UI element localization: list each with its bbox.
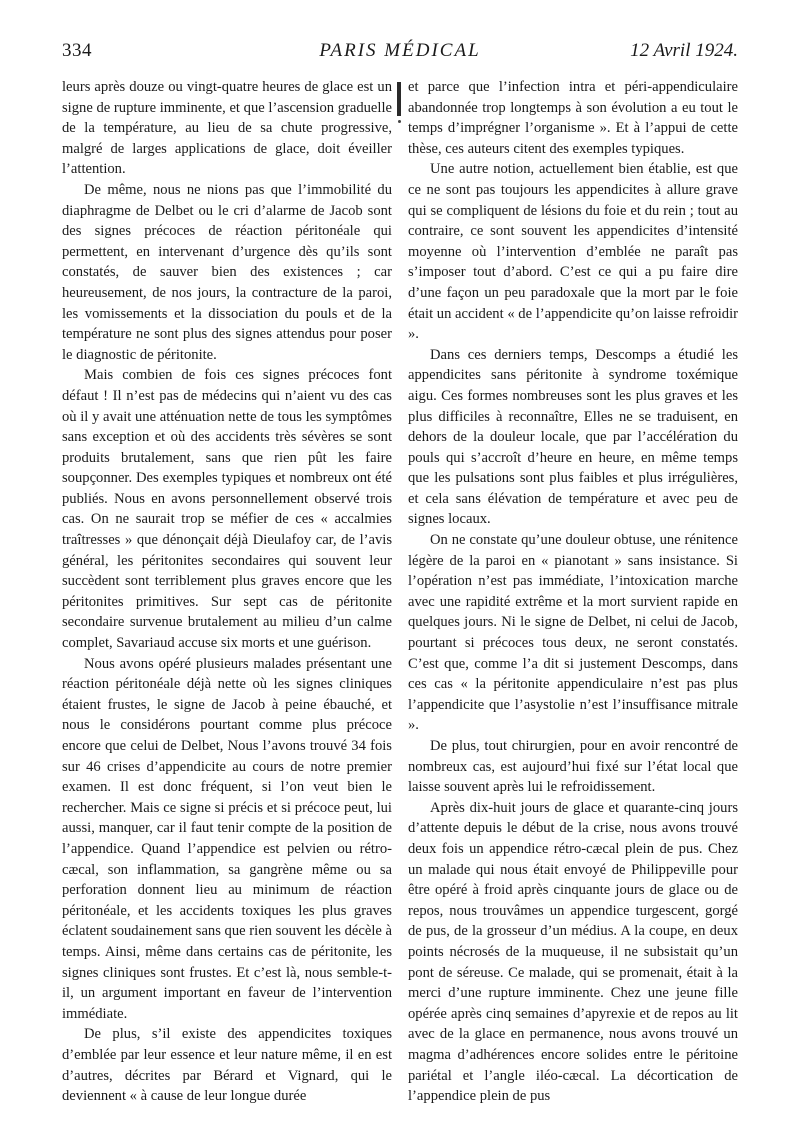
paragraph: Dans ces derniers temps, Descomps a étudié les appendicites sans péritonite à syndrome toxémique aigu. Ces formes nombreuses sont les plus graves et les plus difficiles à reconnaître, Elles ne se traduisent, en dehors de la douleur locale, que par l’accélération du pouls qui s’accroît d’heure en heure, en même temps que les pulsations sont plus faibles et plus irrégulières, et cela sans élévation de température et avec peu de signes locaux.	[408, 346, 738, 528]
paragraph: De plus, s’il existe des appendicites toxiques d’emblée par leur essence et leur nature même, il en est d’autres, décrites par Bérard et Vignard, qui le deviennent « à cause de leur longue durée	[62, 1026, 392, 1105]
gutter-ink-dot	[398, 120, 401, 123]
left-column	[62, 77, 392, 1107]
paragraph: Mais combien de fois ces signes précoces font défaut ! Il n’est pas de médecins qui n’aient vu des cas où il y avait une atténuation nette de tous les symptômes sans exception et où des accidents très sévères se sont produits brutalement, sans que rien pût les faire soupçonner. Des exemples typiques et nombreux ont été publiés. Nous en avons personnellement observé trois cas. On ne saurait trop se méfier de ces « accalmies traîtresses » que dénonçait déjà Dieulafoy car, de l’avis général, les péritonites secondaires qui souvent leur succèdent sont terriblement plus graves encore que les péritonites primitives. Sur sept cas de péritonite secondaire survenue brutalement au milieu d’un calme complet, Savariaud accuse six morts et une guérison.	[62, 367, 392, 652]
issue-date: 12 Avril 1924.	[630, 40, 738, 61]
paragraph: Nous avons opéré plusieurs malades présentant une réaction péritonéale déjà nette où les signes cliniques étaient frustes, le signe de Jacob à peine ébauché, et nous le considérons pourtant comme plus précoce encore que celui de Delbet, Nous l’avons trouvé 34 fois sur 46 crises d’appendicite au cours de notre premier examen. Il est donc fréquent, si l’on veut bien le rechercher. Mais ce signe si précis et si précoce peut, lui aussi, manquer, car il faut tenir compte de la position de l’appendice. Quand l’appendice est pelvien ou rétro-cæcal, son inflammation, sa gangrène même ou sa perforation donnent lieu au minimum de réaction péritonéale, et les accidents toxiques les plus graves éclatent soudainement sans que rien souvent les décèle à temps. Ainsi, même dans certains cas de péritonite, les signes cliniques sont frustes. Et c’est là, nous semble-t-il, un argument important en faveur de l’intervention immédiate.	[62, 655, 392, 1022]
paragraph: Après dix-huit jours de glace et quarante-cinq jours d’attente depuis le début de la crise, nous avons trouvé deux fois un appendice rétro-cæcal plein de pus. Chez un malade qui nous était envoyé de Philippeville pour être opéré à froid après cinquante jours de glace ou de repos, nous trouvâmes un appendice turgescent, gorgé de pus, de la grosseur d’un médius. A la coupe, en deux points nécrosés de la muqueuse, il ne subsistait qu’un pont de séreuse. Ce malade, qui se promenait, était à la merci d’une rupture imminente. Chez une jeune fille opérée après cinq semaines d’apyrexie et de repos au lit avec de la glace en permanence, nous avons trouvé un magma d’adhérences encore solides entre le péritoine pariétal et l’angle iléo-cæcal. La décortication de l’appendice plein de pus	[408, 799, 738, 1105]
gutter-ink-mark	[397, 82, 401, 116]
journal-title: PARIS MÉDICAL	[319, 40, 481, 61]
page-number: 334	[62, 40, 92, 61]
paragraph: On ne constate qu’une douleur obtuse, une rénitence légère de la paroi en « pianotant » sans insistance. Si l’opération n’est pas immédiate, l’intoxication marche avec une rapidité extrême et la mort survient rapide en quelques jours. Ni le signe de Delbet, ni celui de Jacob, pourtant si précoces tous deux, ne seront constatés. C’est que, comme l’a dit si justement Descomps, dans ces cas « la péritonite appendiculaire n’est pas plus l’appendicite que l’asystolie n’est l’insuffisance mitrale ».	[408, 532, 738, 734]
right-column	[408, 77, 738, 1107]
paragraph: et parce que l’infection intra et péri-appendiculaire abandonnée trop longtemps à son évolution a eu tout le temps d’imprégner l’organisme ». Et à l’appui de cette thèse, ces auteurs citent des exemples typiques.	[408, 79, 738, 157]
paragraph: De plus, tout chirurgien, pour en avoir rencontré de nombreux cas, est aujourd’hui fixé sur l’état local que laisse souvent après lui le refroidissement.	[408, 738, 738, 796]
running-header	[62, 40, 738, 68]
paragraph: De même, nous ne nions pas que l’immobilité du diaphragme de Delbet ou le cri d’alarme de Jacob sont des signes précoces de réaction péritonéale qui permettent, en intervenant d’urgence dès qu’ils sont constatés, de sauver bien des existences ; car heureusement, de nos jours, la contracture de la paroi, les vomissements et la dissociation du pouls et de la température ne sont plus des signes attendus pour poser le diagnostic de péritonite.	[62, 181, 392, 363]
paragraph: leurs après douze ou vingt-quatre heures de glace est un signe de rupture imminente, et que l’ascension graduelle de la température, au lieu de sa chute progressive, malgré de larges applications de glace, doit éveiller l’attention.	[62, 79, 392, 178]
paragraph: Une autre notion, actuellement bien établie, est que ce ne sont pas toujours les appendicites à allure grave qui se compliquent de lésions du foie et du rein ; tout au contraire, ce sont souvent les appendicites d’intensité moyenne où l’intervention d’emblée ne paraît pas s’imposer tout d’abord. C’est ce qui a pu faire dire d’une façon un peu paradoxale que la mort par le foie était un accident « de l’appendicite qu’on laisse refroidir ».	[408, 161, 738, 343]
